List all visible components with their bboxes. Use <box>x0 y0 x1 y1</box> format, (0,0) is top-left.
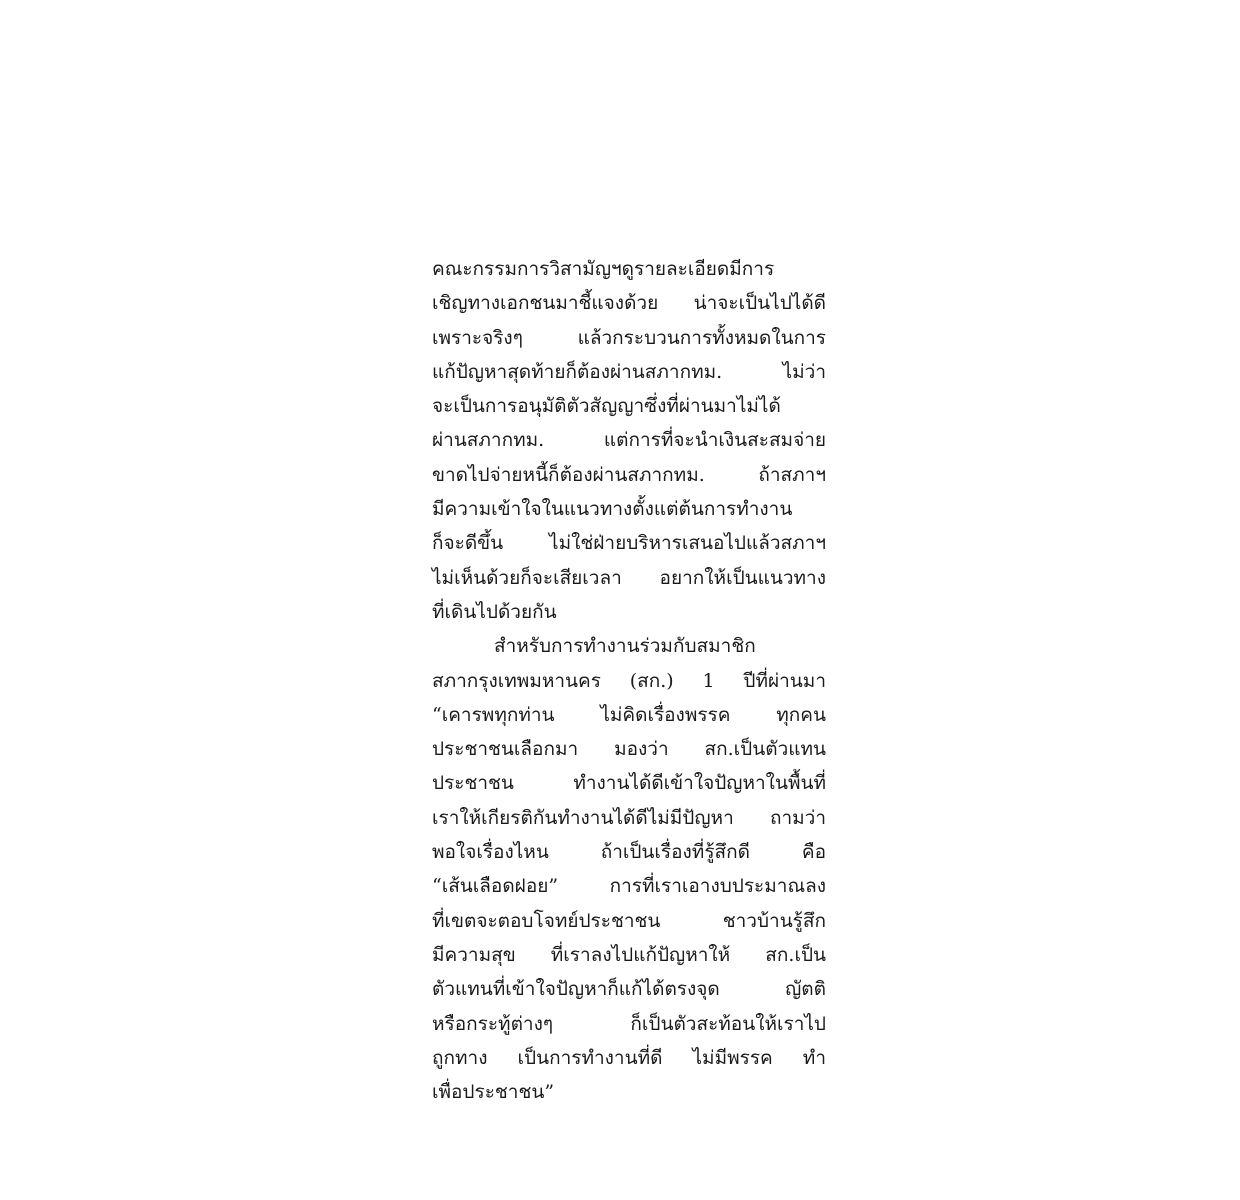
text-line: ตัวแทนที่เข้าใจปัญหาก็แก้ได้ตรงจุด ญัตติ <box>432 978 826 1001</box>
text-line: จะเป็นการอนุมัติตัวสัญญาซึ่งที่ผ่านมาไม่ได้ <box>432 395 781 418</box>
text-line: สภากรุงเทพมหานคร (สก.) 1 ปีที่ผ่านมา <box>432 669 826 692</box>
text-line: เชิญทางเอกชนมาชี้แจงด้วย น่าจะเป็นไปได้ดี <box>432 292 826 315</box>
text-column <box>432 252 826 1109</box>
text-line: ถูกทาง เป็นการทำงานที่ดี ไม่มีพรรค ทำ <box>432 1046 826 1069</box>
text-line: ประชาชน ทำงานได้ดีเข้าใจปัญหาในพื้นที่ <box>432 772 826 795</box>
text-line: “เส้นเลือดฝอย” การที่เราเอางบประมาณลง <box>432 875 826 898</box>
text-line: เราให้เกียรติกันทำงานได้ดีไม่มีปัญหา ถามว่า <box>432 806 826 829</box>
text-line: “เคารพทุกท่าน ไม่คิดเรื่องพรรค ทุกคน <box>432 703 826 726</box>
text-line: ที่เดินไปด้วยกัน <box>432 600 557 623</box>
text-line: หรือกระทู้ต่างๆ ก็เป็นตัวสะท้อนให้เราไป <box>432 1012 826 1035</box>
text-line: ผ่านสภากทม. แต่การที่จะนำเงินสะสมจ่าย <box>432 429 826 452</box>
paragraph-2 <box>432 629 826 1109</box>
text-line: เพื่อประชาชน” <box>432 1081 555 1104</box>
text-line: คณะกรรมการวิสามัญฯดูรายละเอียดมีการ <box>432 258 775 280</box>
text-line: ก็จะดีขึ้น ไม่ใช่ฝ่ายบริหารเสนอไปแล้วสภาฯ <box>432 532 826 555</box>
text-line: พอใจเรื่องไหน ถ้าเป็นเรื่องที่รู้สึกดี คือ <box>432 841 826 864</box>
text-line: ประชาชนเลือกมา มองว่า สก.เป็นตัวแทน <box>432 738 826 761</box>
text-line: เพราะจริงๆ แล้วกระบวนการทั้งหมดในการ <box>432 326 826 349</box>
paragraph-1 <box>432 252 826 629</box>
text-line: มีความเข้าใจในแนวทางตั้งแต่ต้นการทำงาน <box>432 498 793 521</box>
text-line: ที่เขตจะตอบโจทย์ประชาชน ชาวบ้านรู้สึก <box>432 909 826 932</box>
text-line: สำหรับการทำงานร่วมกับสมาชิก <box>494 635 756 658</box>
text-line: แก้ปัญหาสุดท้ายก็ต้องผ่านสภากทม. ไม่ว่า <box>432 360 826 383</box>
text-line: มีความสุข ที่เราลงไปแก้ปัญหาให้ สก.เป็น <box>432 943 826 966</box>
text-line: ไม่เห็นด้วยก็จะเสียเวลา อยากให้เป็นแนวทาง <box>432 566 826 589</box>
text-line: ขาดไปจ่ายหนี้ก็ต้องผ่านสภากทม. ถ้าสภาฯ <box>432 463 826 486</box>
